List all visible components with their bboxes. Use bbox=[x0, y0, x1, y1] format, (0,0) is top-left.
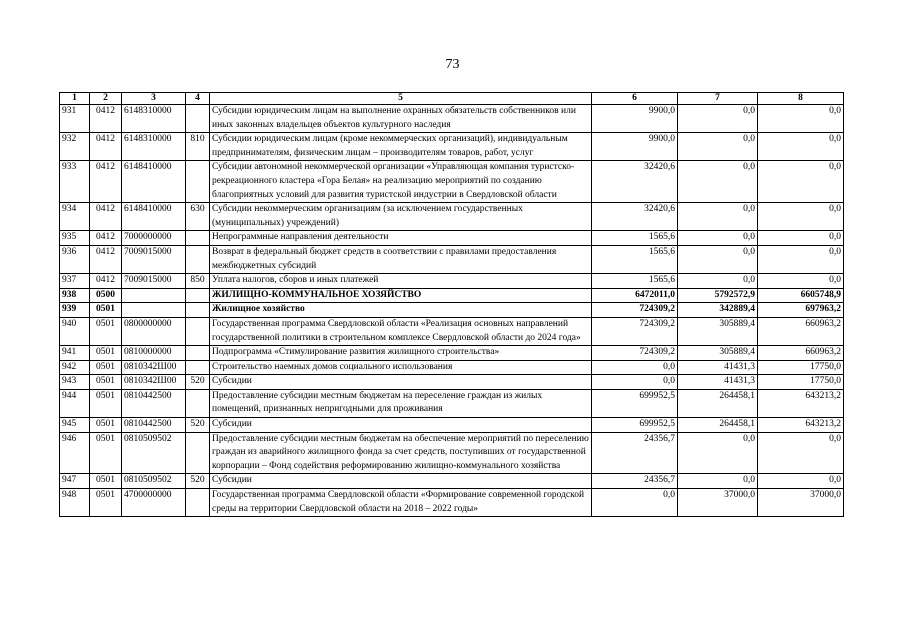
section-code: 0501 bbox=[90, 346, 122, 361]
item-name: Государственная программа Свердловской области «Формирование современной городской среды на территории Свердловской области на 2018 – 2022 годы» bbox=[210, 489, 592, 517]
expense-type-code: 520 bbox=[186, 418, 210, 433]
amount-col-6: 0,0 bbox=[592, 375, 678, 390]
amount-col-7: 0,0 bbox=[678, 432, 758, 474]
expense-type-code bbox=[186, 360, 210, 375]
section-code: 0501 bbox=[90, 389, 122, 417]
item-name: Уплата налогов, сборов и иных платежей bbox=[210, 274, 592, 289]
amount-col-7: 342889,4 bbox=[678, 303, 758, 318]
item-name: Непрограммные направления деятельности bbox=[210, 231, 592, 246]
row-number: 948 bbox=[60, 489, 90, 517]
row-number: 939 bbox=[60, 303, 90, 318]
table-row bbox=[60, 161, 844, 203]
table-row bbox=[60, 203, 844, 231]
section-code: 0412 bbox=[90, 245, 122, 273]
column-header: 1 bbox=[60, 93, 90, 105]
amount-col-7: 305889,4 bbox=[678, 346, 758, 361]
amount-col-8: 0,0 bbox=[758, 203, 844, 231]
target-article-code: 0800000000 bbox=[122, 317, 186, 345]
expense-type-code: 850 bbox=[186, 274, 210, 289]
item-name: Предоставление субсидии местным бюджетам на обеспечение мероприятий по переселению граждан из аварийного жилищного фонда за счет средств, поступивших от государственной корпорации – Фонд содействия реформированию жилищно-коммунального хозяйства bbox=[210, 432, 592, 474]
item-name: Субсидии юридическим лицам на выполнение охранных обязательств собственников или иных законных владельцев объектов культурного наследия bbox=[210, 105, 592, 133]
expense-type-code bbox=[186, 161, 210, 203]
amount-col-7: 0,0 bbox=[678, 133, 758, 161]
row-number: 933 bbox=[60, 161, 90, 203]
item-name: Субсидии юридическим лицам (кроме некоммерческих организаций), индивидуальным предпринимателям, физическим лицам – производителям товаров, работ, услуг bbox=[210, 133, 592, 161]
amount-col-7: 0,0 bbox=[678, 203, 758, 231]
amount-col-7: 264458,1 bbox=[678, 389, 758, 417]
amount-col-8: 37000,0 bbox=[758, 489, 844, 517]
amount-col-8: 0,0 bbox=[758, 474, 844, 489]
row-number: 935 bbox=[60, 231, 90, 246]
section-code: 0501 bbox=[90, 418, 122, 433]
amount-col-6: 32420,6 bbox=[592, 203, 678, 231]
section-code: 0501 bbox=[90, 360, 122, 375]
amount-col-8: 17750,0 bbox=[758, 360, 844, 375]
table-row bbox=[60, 375, 844, 390]
amount-col-6: 24356,7 bbox=[592, 432, 678, 474]
amount-col-6: 724309,2 bbox=[592, 346, 678, 361]
expense-type-code bbox=[186, 245, 210, 273]
amount-col-7: 0,0 bbox=[678, 231, 758, 246]
row-number: 938 bbox=[60, 288, 90, 303]
table-row bbox=[60, 105, 844, 133]
item-name: ЖИЛИЩНО-КОММУНАЛЬНОЕ ХОЗЯЙСТВО bbox=[210, 288, 592, 303]
table-row bbox=[60, 474, 844, 489]
section-code: 0412 bbox=[90, 274, 122, 289]
row-number: 947 bbox=[60, 474, 90, 489]
amount-col-8: 17750,0 bbox=[758, 375, 844, 390]
column-header: 2 bbox=[90, 93, 122, 105]
item-name: Субсидии bbox=[210, 474, 592, 489]
section-code: 0501 bbox=[90, 317, 122, 345]
target-article-code: 0810342Ш00 bbox=[122, 360, 186, 375]
table-row bbox=[60, 418, 844, 433]
target-article-code: 7009015000 bbox=[122, 245, 186, 273]
row-number: 932 bbox=[60, 133, 90, 161]
expense-type-code: 520 bbox=[186, 474, 210, 489]
item-name: Субсидии bbox=[210, 418, 592, 433]
section-code: 0500 bbox=[90, 288, 122, 303]
item-name: Государственная программа Свердловской области «Реализация основных направлений государственной политики в строительном комплексе Свердловской области до 2024 года» bbox=[210, 317, 592, 345]
row-number: 941 bbox=[60, 346, 90, 361]
row-number: 946 bbox=[60, 432, 90, 474]
table-row bbox=[60, 245, 844, 273]
section-code: 0501 bbox=[90, 375, 122, 390]
amount-col-7: 0,0 bbox=[678, 274, 758, 289]
expense-type-code bbox=[186, 432, 210, 474]
target-article-code: 0810442500 bbox=[122, 389, 186, 417]
section-code: 0412 bbox=[90, 105, 122, 133]
item-name: Возврат в федеральный бюджет средств в соответствии с правилами предоставления межбюджетных субсидий bbox=[210, 245, 592, 273]
expense-type-code bbox=[186, 489, 210, 517]
amount-col-6: 1565,6 bbox=[592, 245, 678, 273]
table-row bbox=[60, 432, 844, 474]
table-row bbox=[60, 133, 844, 161]
table-row bbox=[60, 274, 844, 289]
row-number: 945 bbox=[60, 418, 90, 433]
expense-type-code: 520 bbox=[186, 375, 210, 390]
amount-col-7: 41431,3 bbox=[678, 375, 758, 390]
row-number: 931 bbox=[60, 105, 90, 133]
amount-col-6: 32420,6 bbox=[592, 161, 678, 203]
amount-col-8: 0,0 bbox=[758, 274, 844, 289]
expense-type-code bbox=[186, 231, 210, 246]
row-number: 934 bbox=[60, 203, 90, 231]
target-article-code: 6148310000 bbox=[122, 105, 186, 133]
table-row bbox=[60, 389, 844, 417]
amount-col-7: 0,0 bbox=[678, 161, 758, 203]
amount-col-6: 1565,6 bbox=[592, 274, 678, 289]
row-number: 936 bbox=[60, 245, 90, 273]
expense-type-code bbox=[186, 288, 210, 303]
target-article-code: 0810509502 bbox=[122, 474, 186, 489]
amount-col-7: 0,0 bbox=[678, 245, 758, 273]
section-code: 0501 bbox=[90, 303, 122, 318]
item-name: Субсидии bbox=[210, 375, 592, 390]
column-header: 7 bbox=[678, 93, 758, 105]
row-number: 937 bbox=[60, 274, 90, 289]
target-article-code: 0810442500 bbox=[122, 418, 186, 433]
amount-col-7: 0,0 bbox=[678, 474, 758, 489]
row-number: 942 bbox=[60, 360, 90, 375]
column-header: 6 bbox=[592, 93, 678, 105]
column-header: 4 bbox=[186, 93, 210, 105]
amount-col-7: 37000,0 bbox=[678, 489, 758, 517]
amount-col-6: 699952,5 bbox=[592, 389, 678, 417]
item-name: Предоставление субсидии местным бюджетам на переселение граждан из жилых помещений, признанных непригодными для проживания bbox=[210, 389, 592, 417]
table-row bbox=[60, 231, 844, 246]
amount-col-8: 0,0 bbox=[758, 161, 844, 203]
expense-type-code bbox=[186, 317, 210, 345]
amount-col-7: 264458,1 bbox=[678, 418, 758, 433]
target-article-code: 0810000000 bbox=[122, 346, 186, 361]
item-name: Субсидии некоммерческим организациям (за исключением государственных (муниципальных) учреждений) bbox=[210, 203, 592, 231]
amount-col-8: 643213,2 bbox=[758, 389, 844, 417]
row-number: 940 bbox=[60, 317, 90, 345]
table-row bbox=[60, 489, 844, 517]
expense-type-code: 630 bbox=[186, 203, 210, 231]
item-name: Подпрограмма «Стимулирование развития жилищного строительства» bbox=[210, 346, 592, 361]
table-row bbox=[60, 288, 844, 303]
amount-col-8: 697963,2 bbox=[758, 303, 844, 318]
table-row bbox=[60, 317, 844, 345]
table-row bbox=[60, 303, 844, 318]
amount-col-7: 305889,4 bbox=[678, 317, 758, 345]
section-code: 0412 bbox=[90, 133, 122, 161]
target-article-code: 6148410000 bbox=[122, 161, 186, 203]
amount-col-6: 0,0 bbox=[592, 489, 678, 517]
column-header: 5 bbox=[210, 93, 592, 105]
amount-col-8: 0,0 bbox=[758, 231, 844, 246]
target-article-code: 0810509502 bbox=[122, 432, 186, 474]
column-header: 8 bbox=[758, 93, 844, 105]
amount-col-7: 5792572,9 bbox=[678, 288, 758, 303]
amount-col-6: 24356,7 bbox=[592, 474, 678, 489]
expense-type-code bbox=[186, 303, 210, 318]
target-article-code: 7000000000 bbox=[122, 231, 186, 246]
target-article-code: 6148410000 bbox=[122, 203, 186, 231]
item-name: Жилищное хозяйство bbox=[210, 303, 592, 318]
item-name: Субсидии автономной некоммерческой организации «Управляющая компания туристско-рекреационного кластера «Гора Белая» на реализацию мероприятий по созданию благоприятных условий для развития туристской индустрии в Свердловской области bbox=[210, 161, 592, 203]
target-article-code: 4700000000 bbox=[122, 489, 186, 517]
budget-table bbox=[59, 92, 844, 517]
expense-type-code: 810 bbox=[186, 133, 210, 161]
section-code: 0412 bbox=[90, 231, 122, 246]
expense-type-code bbox=[186, 346, 210, 361]
amount-col-8: 6605748,9 bbox=[758, 288, 844, 303]
amount-col-8: 0,0 bbox=[758, 105, 844, 133]
amount-col-8: 0,0 bbox=[758, 432, 844, 474]
amount-col-8: 0,0 bbox=[758, 133, 844, 161]
table-row bbox=[60, 346, 844, 361]
amount-col-6: 0,0 bbox=[592, 360, 678, 375]
amount-col-6: 724309,2 bbox=[592, 303, 678, 318]
section-code: 0412 bbox=[90, 161, 122, 203]
table-row bbox=[60, 360, 844, 375]
expense-type-code bbox=[186, 105, 210, 133]
column-header: 3 bbox=[122, 93, 186, 105]
target-article-code: 6148310000 bbox=[122, 133, 186, 161]
amount-col-6: 6472011,0 bbox=[592, 288, 678, 303]
target-article-code: 0810342Ш00 bbox=[122, 375, 186, 390]
amount-col-6: 724309,2 bbox=[592, 317, 678, 345]
expense-type-code bbox=[186, 389, 210, 417]
amount-col-8: 660963,2 bbox=[758, 346, 844, 361]
amount-col-8: 0,0 bbox=[758, 245, 844, 273]
target-article-code bbox=[122, 288, 186, 303]
row-number: 944 bbox=[60, 389, 90, 417]
section-code: 0501 bbox=[90, 432, 122, 474]
amount-col-8: 643213,2 bbox=[758, 418, 844, 433]
row-number: 943 bbox=[60, 375, 90, 390]
amount-col-6: 9900,0 bbox=[592, 133, 678, 161]
amount-col-7: 0,0 bbox=[678, 105, 758, 133]
target-article-code: 7009015000 bbox=[122, 274, 186, 289]
page-number: 73 bbox=[445, 57, 460, 72]
section-code: 0501 bbox=[90, 489, 122, 517]
header-row bbox=[60, 93, 844, 105]
section-code: 0412 bbox=[90, 203, 122, 231]
amount-col-8: 660963,2 bbox=[758, 317, 844, 345]
amount-col-6: 9900,0 bbox=[592, 105, 678, 133]
amount-col-6: 699952,5 bbox=[592, 418, 678, 433]
target-article-code bbox=[122, 303, 186, 318]
amount-col-6: 1565,6 bbox=[592, 231, 678, 246]
item-name: Строительство наемных домов социального использования bbox=[210, 360, 592, 375]
section-code: 0501 bbox=[90, 474, 122, 489]
amount-col-7: 41431,3 bbox=[678, 360, 758, 375]
